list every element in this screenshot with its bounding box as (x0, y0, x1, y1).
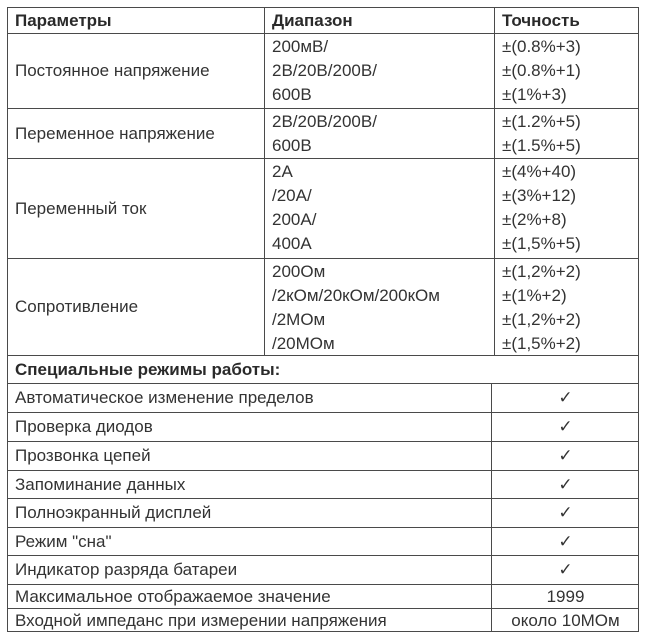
range-line: 200А/ (272, 210, 317, 229)
header-parameters: Параметры (7, 7, 264, 33)
feature-name: Запоминание данных (7, 470, 491, 498)
range-line: /2МОм (272, 310, 326, 329)
range-line: /20А/ (272, 186, 312, 205)
accuracy-line: ±(0.8%+1) (502, 61, 581, 80)
accuracy-line: ±(1%+2) (502, 286, 567, 305)
table-border-bottom (7, 631, 639, 632)
header-range: Диапазон (264, 7, 494, 33)
feature-check: ✓ (491, 527, 639, 555)
special-modes-title: Специальные режимы работы: (7, 355, 639, 383)
range-line: 200Ом (272, 262, 326, 281)
range-resistance (264, 258, 494, 355)
accuracy-ac-voltage (494, 108, 639, 158)
range-line: 2В/20В/200В/ (272, 61, 377, 80)
feature-value: около 10МОм (491, 608, 639, 632)
accuracy-line: ±(4%+40) (502, 162, 577, 181)
feature-check: ✓ (491, 498, 639, 527)
accuracy-line: ±(1.2%+5) (502, 112, 581, 131)
feature-name: Входной импеданс при измерении напряжения (7, 608, 491, 632)
feature-check: ✓ (491, 555, 639, 584)
feature-name: Максимальное отображаемое значение (7, 584, 491, 608)
range-ac-voltage (264, 108, 494, 158)
feature-check: ✓ (491, 470, 639, 498)
range-line: /2кОм/20кОм/200кОм (272, 286, 440, 305)
feature-name: Прозвонка цепей (7, 441, 491, 470)
accuracy-line: ±(1,2%+2) (502, 310, 581, 329)
feature-name: Режим "сна" (7, 527, 491, 555)
range-line: 200мВ/ (272, 37, 329, 56)
specifications-table (7, 7, 639, 632)
accuracy-line: ±(3%+12) (502, 186, 577, 205)
accuracy-line: ±(1,5%+5) (502, 234, 581, 253)
accuracy-line: ±(1,5%+2) (502, 334, 581, 353)
feature-name: Индикатор разряда батареи (7, 555, 491, 584)
range-line: 600В (272, 85, 312, 104)
param-ac-voltage: Переменное напряжение (7, 108, 264, 158)
range-line: 600В (272, 136, 312, 155)
accuracy-resistance (494, 258, 639, 355)
range-dc-voltage (264, 33, 494, 108)
feature-check: ✓ (491, 441, 639, 470)
feature-name: Автоматическое изменение пределов (7, 383, 491, 412)
accuracy-dc-voltage (494, 33, 639, 108)
table-border-right (638, 7, 639, 632)
feature-check: ✓ (491, 412, 639, 441)
range-line: 2А (272, 162, 293, 181)
accuracy-line: ±(1,2%+2) (502, 262, 581, 281)
feature-check: ✓ (491, 383, 639, 412)
range-ac-current (264, 158, 494, 258)
param-ac-current: Переменный ток (7, 158, 264, 258)
header-accuracy: Точность (494, 7, 639, 33)
accuracy-ac-current (494, 158, 639, 258)
range-line: /20МОм (272, 334, 335, 353)
feature-value: 1999 (491, 584, 639, 608)
param-dc-voltage: Постоянное напряжение (7, 33, 264, 108)
feature-name: Проверка диодов (7, 412, 491, 441)
range-line: 2В/20В/200В/ (272, 112, 377, 131)
feature-name: Полноэкранный дисплей (7, 498, 491, 527)
param-resistance: Сопротивление (7, 258, 264, 355)
accuracy-line: ±(1.5%+5) (502, 136, 581, 155)
accuracy-line: ±(0.8%+3) (502, 37, 581, 56)
accuracy-line: ±(1%+3) (502, 85, 567, 104)
range-line: 400А (272, 234, 312, 253)
accuracy-line: ±(2%+8) (502, 210, 567, 229)
